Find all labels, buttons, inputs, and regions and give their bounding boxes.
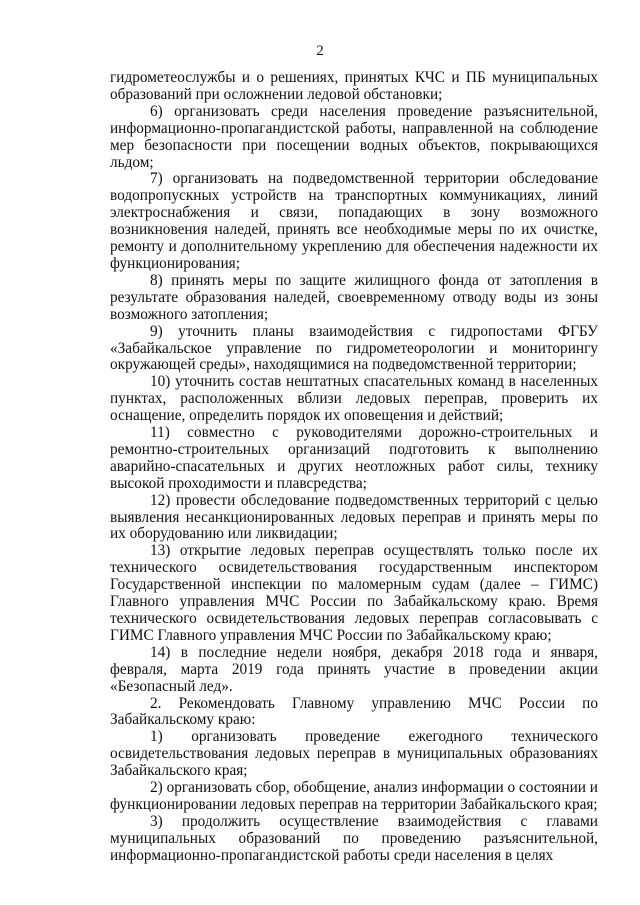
paragraph-item-13: 13) открытие ледовых переправ осуществлять только после их технического освидетельствования государственным инспектором Государственной инспекции по маломерным судам (далее – ГИМС) Главного управления МЧС России по Забайкальскому краю. Время технического освидетельствования ледовых переправ согласовывать с ГИМС Главного управления МЧС России по Забайкальскому краю;: [110, 542, 598, 644]
document-body: [110, 70, 598, 865]
paragraph-item-10: 10) уточнить состав нештатных спасательных команд в населенных пунктах, расположенных вблизи ледовых переправ, проверить их оснащение, определить порядок их оповещения и действий;: [110, 373, 598, 425]
paragraph-item-8: 8) принять меры по защите жилищного фонда от затопления в результате образования наледей, своевременному отводу воды из зоны возможного затопления;: [110, 271, 598, 323]
paragraph-item-14: 14) в последние недели ноября, декабря 2018 года и января, февраля, марта 2019 года принять участие в проведении акции «Безопасный лед».: [110, 643, 598, 695]
section-2-item-2: 2) организовать сбор, обобщение, анализ информации о состоянии и функционировании ледовых переправ на территории Забайкальского края;: [110, 779, 598, 813]
page-number: 2: [316, 43, 324, 59]
paragraph-item-9: 9) уточнить планы взаимодействия с гидропостами ФГБУ «Забайкальское управление по гидрометеорологии и мониторингу окружающей среды», находящимися на подведомственной территории;: [110, 322, 598, 374]
paragraph-item-12: 12) провести обследование подведомственных территорий с целью выявления несанкционированных ледовых переправ и принять меры по их оборудованию или ликвидации;: [110, 491, 598, 543]
paragraph-continuation: гидрометеослужбы и о решениях, принятых КЧС и ПБ муниципальных образований при осложнении ледовой обстановки;: [110, 69, 598, 103]
paragraph-item-11: 11) совместно с руководителями дорожно-строительных и ремонтно-строительных организаций подготовить к выполнению аварийно-спасательных и других неотложных работ силы, технику высокой проходимости и плавсредства;: [110, 424, 598, 492]
section-2-item-3: 3) продолжить осуществление взаимодействия с главами муниципальных образований по проведению разъяснительной, информационно-пропагандистской работы среди населения в целях: [110, 812, 598, 864]
paragraph-item-7: 7) организовать на подведомственной территории обследование водопропускных устройств на транспортных коммуникациях, линий электроснабжения и связи, попадающих в зону возможного возникновения наледей, принять все необходимые меры по их очистке, ремонту и дополнительному укреплению для обеспечения надежности их функционирования;: [110, 170, 598, 272]
section-2-heading: 2. Рекомендовать Главному управлению МЧС России по Забайкальскому краю:: [110, 694, 598, 729]
section-2-item-1: 1) организовать проведение ежегодного технического освидетельствования ледовых переправ в муниципальных образованиях Забайкальского края;: [110, 728, 598, 780]
paragraph-item-6: 6) организовать среди населения проведение разъяснительной, информационно-пропагандистской работы, направленной на соблюдение мер безопасности при посещении водных объектов, покрывающихся льдом;: [110, 102, 598, 171]
